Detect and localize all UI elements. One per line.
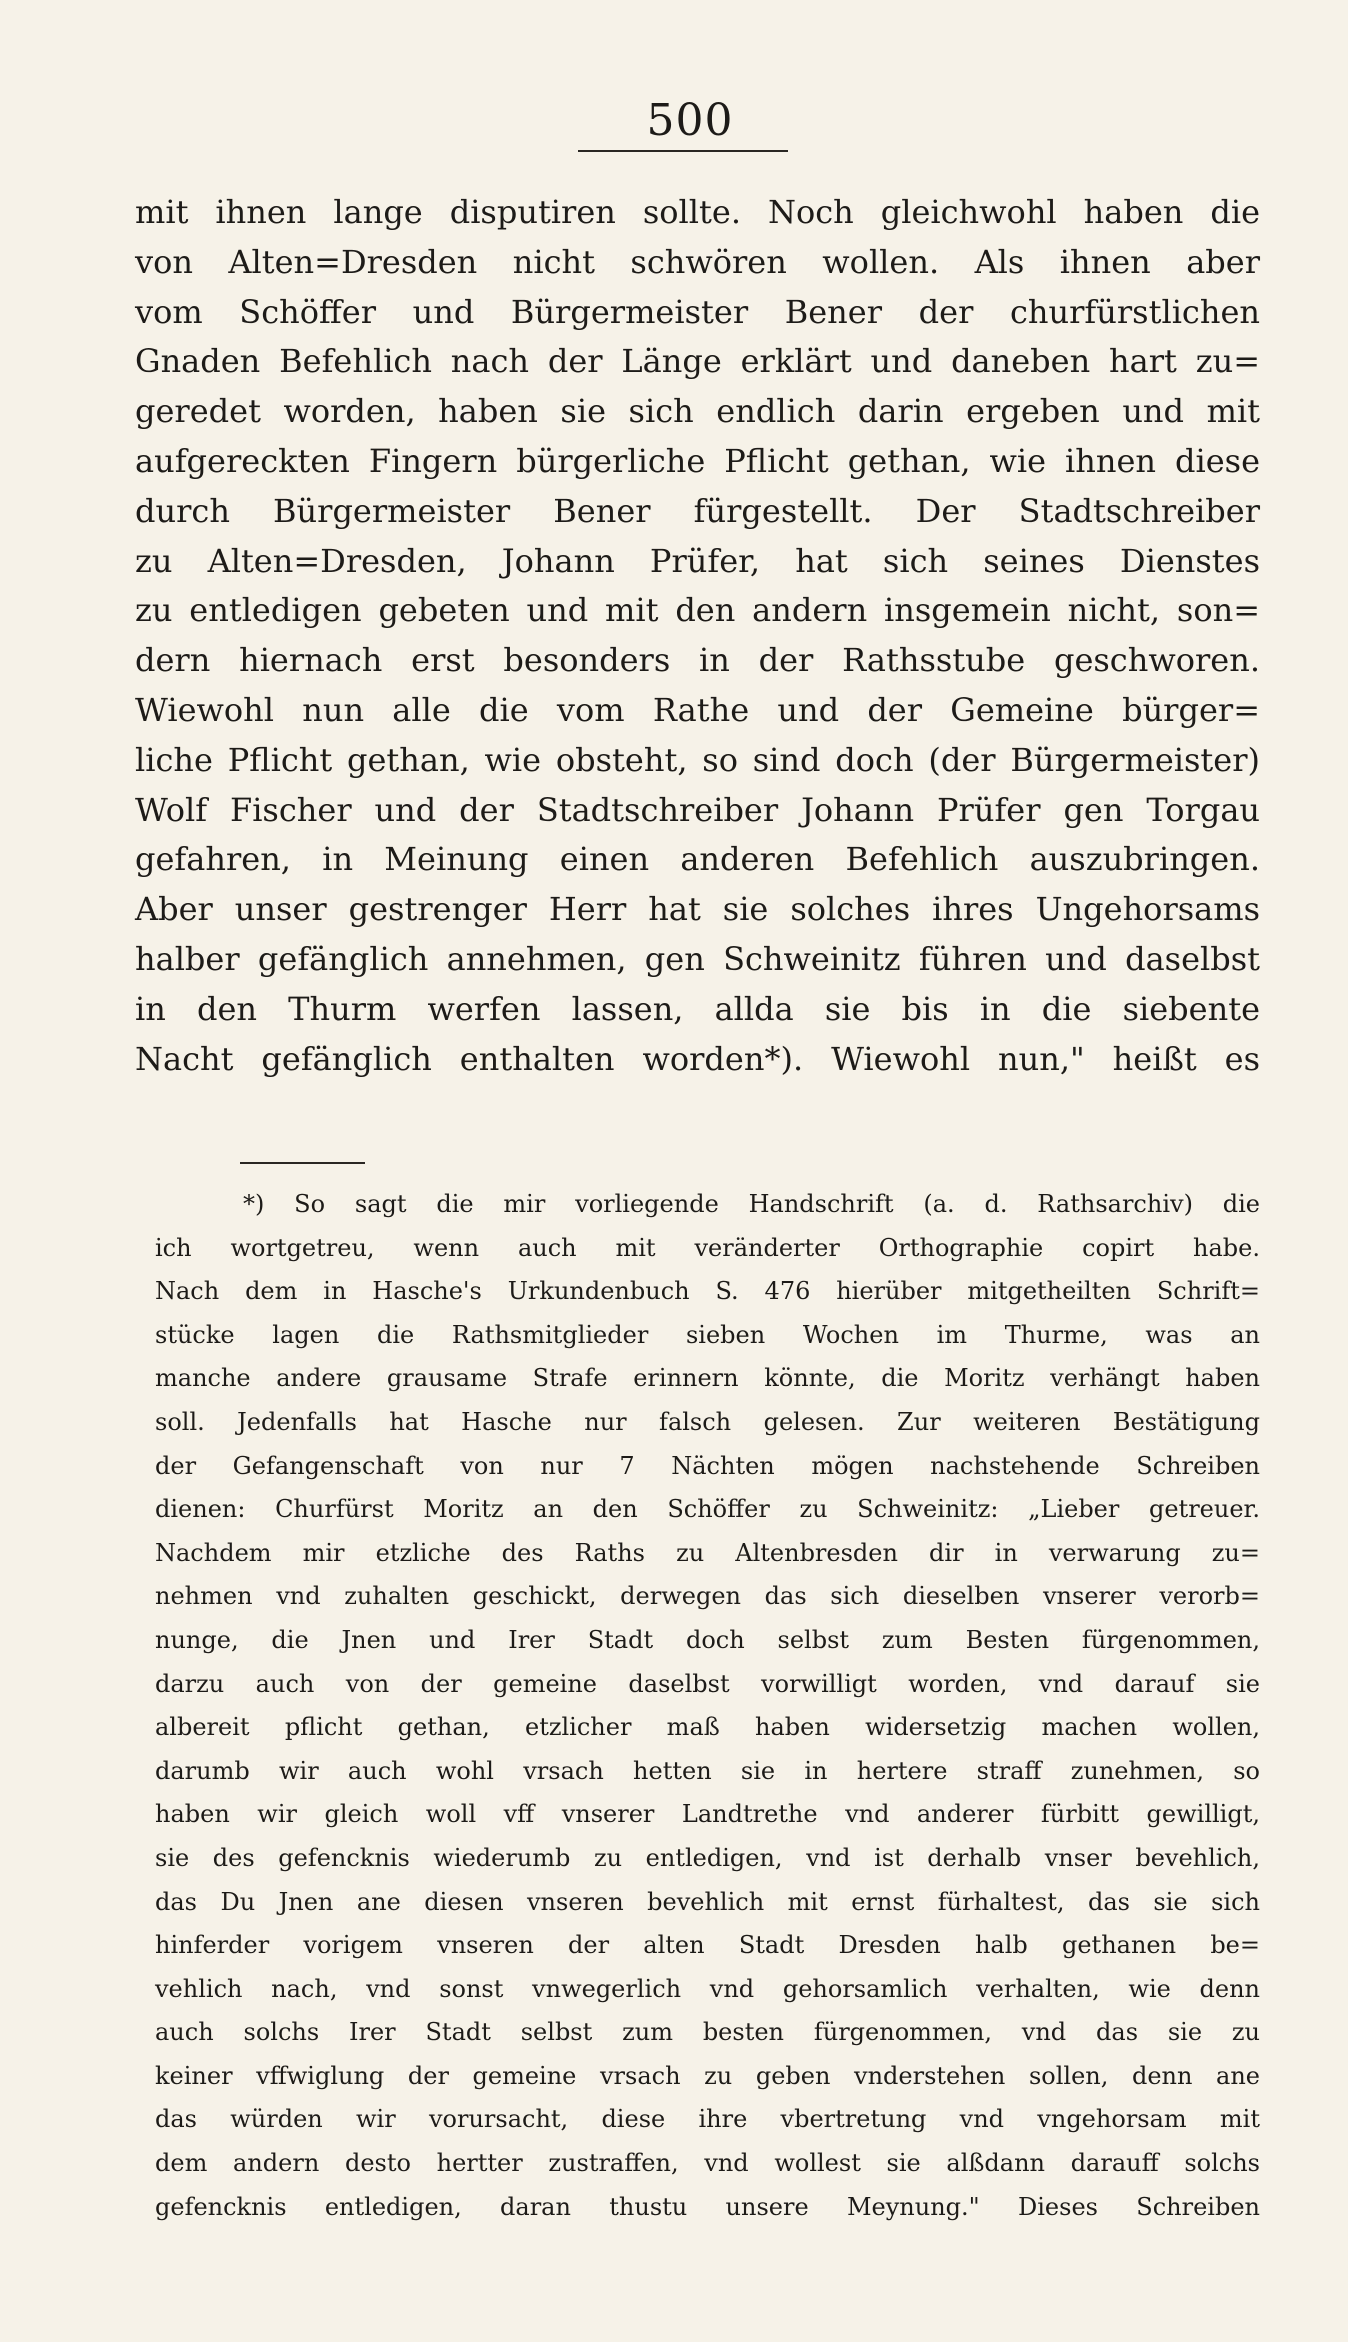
footnote-line: dienen: Churfürst Moritz an den Schöffer zu Schweinitz: „Lieber getreuer. <box>155 1495 1260 1524</box>
footnote-rule <box>240 1162 365 1164</box>
footnote-line: soll. Jedenfalls hat Hasche nur falsch gelesen. Zur weiteren Bestätigung <box>155 1407 1260 1436</box>
footnote-line: ich wortgetreu, wenn auch mit veränderter Orthographie copirt habe. <box>155 1233 1260 1262</box>
footnote-line: Nach dem in Hasche's Urkundenbuch S. 476 hierüber mitgetheilten Schrift= <box>155 1277 1260 1306</box>
footnote-line: haben wir gleich woll vff vnserer Landtrethe vnd anderer fürbitt gewilligt, <box>155 1800 1260 1829</box>
footnote-line: hinferder vorigem vnseren der alten Stadt Dresden halb gethanen be= <box>155 1931 1260 1960</box>
footnote-line: das würden wir vorursacht, diese ihre vbertretung vnd vngehorsam mit <box>155 2105 1260 2134</box>
footnote-line: nunge, die Jnen und Irer Stadt doch selbst zum Besten fürgenommen, <box>155 1625 1260 1654</box>
text-line: Gnaden Befehlich nach der Länge erklärt und daneben hart zu= <box>135 342 1260 381</box>
text-line: durch Bürgermeister Bener fürgestellt. Der Stadtschreiber <box>135 491 1260 530</box>
text-line: Wiewohl nun alle die vom Rathe und der Gemeine bürger= <box>135 690 1260 729</box>
footnote-line: der Gefangenschaft von nur 7 Nächten mögen nachstehende Schreiben <box>155 1451 1260 1480</box>
text-line: zu entledigen gebeten und mit den andern insgemein nicht, son= <box>135 591 1260 630</box>
footnote-line: stücke lagen die Rathsmitglieder sieben Wochen im Thurme, was an <box>155 1320 1260 1349</box>
footnote-line: darzu auch von der gemeine daselbst vorwilligt worden, vnd darauf sie <box>155 1669 1260 1698</box>
footnote-line: keiner vffwiglung der gemeine vrsach zu geben vnderstehen sollen, denn ane <box>155 2061 1260 2090</box>
footnote-line: *) So sagt die mir vorliegende Handschrift (a. d. Rathsarchiv) die <box>243 1190 1260 1218</box>
text-line: halber gefänglich annehmen, gen Schweinitz führen und daselbst <box>135 939 1260 978</box>
text-line: liche Pflicht gethan, wie obsteht, so sind doch (der Bürgermeister) <box>135 740 1260 779</box>
footnote-line: auch solchs Irer Stadt selbst zum besten fürgenommen, vnd das sie zu <box>155 2018 1260 2047</box>
footnote-line: nehmen vnd zuhalten geschickt, derwegen das sich dieselben vnserer verorb= <box>155 1582 1260 1611</box>
footnote-line: albereit pflicht gethan, etzlicher maß haben widersetzig machen wollen, <box>155 1713 1260 1742</box>
text-line: geredet worden, haben sie sich endlich darin ergeben und mit <box>135 392 1260 431</box>
footnote-line: vehlich nach, vnd sonst vnwegerlich vnd gehorsamlich verhalten, wie denn <box>155 1974 1260 2003</box>
header-rule <box>578 150 788 152</box>
footnote-line: Nachdem mir etzliche des Raths zu Altenbresden dir in verwarung zu= <box>155 1538 1260 1567</box>
footnote-line: das Du Jnen ane diesen vnseren bevehlich mit ernst fürhaltest, das sie sich <box>155 1887 1260 1916</box>
page-number: 500 <box>646 95 734 146</box>
main-text <box>135 188 1260 1084</box>
footnote-line: manche andere grausame Strafe erinnern könnte, die Moritz verhängt haben <box>155 1364 1260 1393</box>
text-line: in den Thurm werfen lassen, allda sie bis in die siebente <box>135 989 1260 1028</box>
text-line: Nacht gefänglich enthalten worden*). Wiewohl nun," heißt es <box>135 1039 1260 1078</box>
text-line: Aber unser gestrenger Herr hat sie solches ihres Ungehorsams <box>135 890 1260 929</box>
text-line: Wolf Fischer und der Stadtschreiber Johann Prüfer gen Torgau <box>135 790 1260 829</box>
text-line: zu Alten=Dresden, Johann Prüfer, hat sich seines Dienstes <box>135 541 1260 580</box>
footnote <box>155 1183 1260 2229</box>
text-line: vom Schöffer und Bürgermeister Bener der churfürstlichen <box>135 292 1260 331</box>
footnote-line: sie des gefencknis wiederumb zu entledigen, vnd ist derhalb vnser bevehlich, <box>155 1843 1260 1872</box>
text-line: von Alten=Dresden nicht schwören wollen. Als ihnen aber <box>135 242 1260 281</box>
text-line: dern hiernach erst besonders in der Rathsstube geschworen. <box>135 641 1260 680</box>
text-line: gefahren, in Meinung einen anderen Befehlich auszubringen. <box>135 840 1260 879</box>
text-line: aufgereckten Fingern bürgerliche Pflicht gethan, wie ihnen diese <box>135 441 1260 480</box>
footnote-line: gefencknis entledigen, daran thustu unsere Meynung." Dieses Schreiben <box>155 2192 1260 2221</box>
footnote-line: darumb wir auch wohl vrsach hetten sie in hertere straff zunehmen, so <box>155 1756 1260 1785</box>
footnote-line: dem andern desto hertter zustraffen, vnd wollest sie alßdann darauff solchs <box>155 2149 1260 2178</box>
text-line: mit ihnen lange disputiren sollte. Noch gleichwohl haben die <box>135 193 1260 231</box>
